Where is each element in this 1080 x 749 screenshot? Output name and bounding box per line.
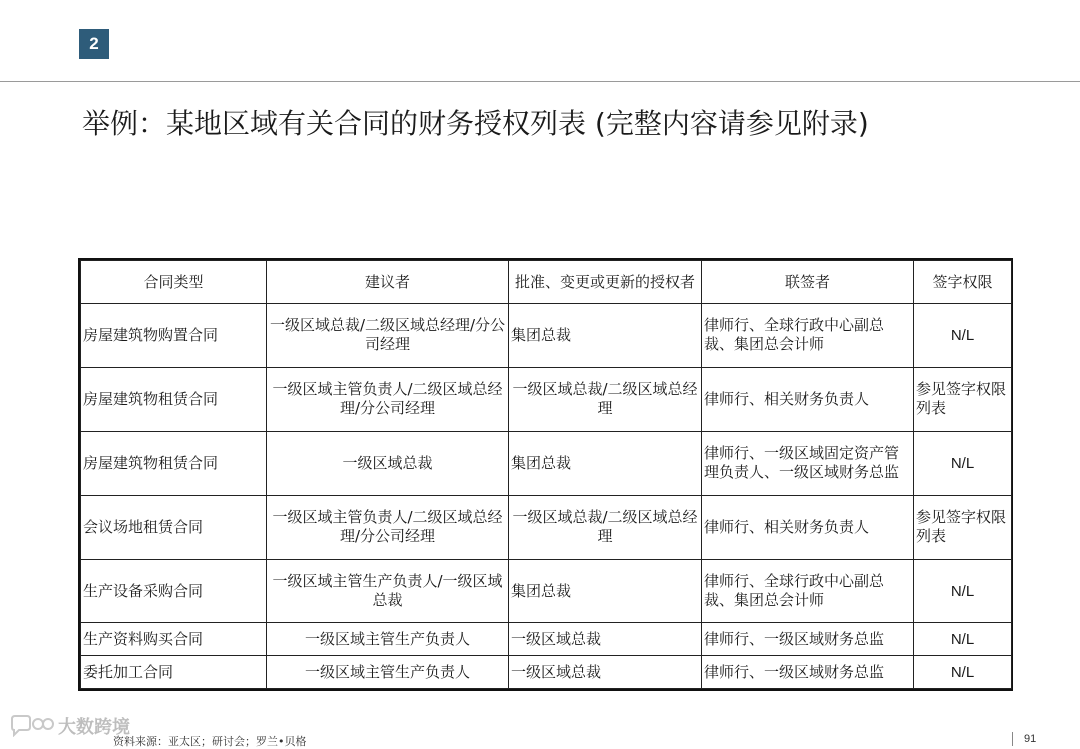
cell-cosigner: 律师行、全球行政中心副总裁、集团总会计师 — [702, 304, 914, 368]
section-number-badge: 2 — [79, 29, 109, 59]
table-row — [81, 559, 1012, 623]
table-row — [81, 304, 1012, 368]
cell-cosigner: 律师行、全球行政中心副总裁、集团总会计师 — [702, 559, 914, 623]
table-header-row — [81, 261, 1012, 304]
cell-approver: 一级区域总裁 — [509, 623, 702, 656]
watermark-text: 大数跨境 — [58, 717, 130, 738]
table-row — [81, 367, 1012, 431]
authorization-table — [80, 260, 1012, 689]
table-row — [81, 656, 1012, 689]
cell-approver: 集团总裁 — [509, 304, 702, 368]
header-contract-type: 合同类型 — [81, 261, 267, 304]
footer-divider — [1012, 732, 1013, 746]
cell-approver: 一级区域总裁/二级区域总经理 — [509, 495, 702, 559]
cell-signing-authority: N/L — [914, 431, 1012, 495]
header-signing-authority: 签字权限 — [914, 261, 1012, 304]
cell-proposer: 一级区域主管生产负责人 — [267, 656, 509, 689]
cell-contract-type: 委托加工合同 — [81, 656, 267, 689]
header-proposer: 建议者 — [267, 261, 509, 304]
cell-approver: 集团总裁 — [509, 559, 702, 623]
cell-signing-authority: 参见签字权限列表 — [914, 495, 1012, 559]
cell-proposer: 一级区域主管负责人/二级区域总经理/分公司经理 — [267, 495, 509, 559]
cell-signing-authority: 参见签字权限列表 — [914, 367, 1012, 431]
cell-approver: 一级区域总裁 — [509, 656, 702, 689]
cell-contract-type: 房屋建筑物租赁合同 — [81, 367, 267, 431]
cell-contract-type: 会议场地租赁合同 — [81, 495, 267, 559]
cell-signing-authority: N/L — [914, 623, 1012, 656]
table-row — [81, 431, 1012, 495]
cell-cosigner: 律师行、一级区域固定资产管理负责人、一级区域财务总监 — [702, 431, 914, 495]
table-row — [81, 623, 1012, 656]
table-row — [81, 495, 1012, 559]
cell-cosigner: 律师行、相关财务负责人 — [702, 367, 914, 431]
cell-contract-type: 房屋建筑物租赁合同 — [81, 431, 267, 495]
cell-signing-authority: N/L — [914, 656, 1012, 689]
header-cosigner: 联签者 — [702, 261, 914, 304]
cell-approver: 集团总裁 — [509, 431, 702, 495]
header-approver: 批准、变更或更新的授权者 — [509, 261, 702, 304]
cell-cosigner: 律师行、一级区域财务总监 — [702, 623, 914, 656]
cell-proposer: 一级区域总裁 — [267, 431, 509, 495]
header-divider — [0, 81, 1080, 82]
cell-contract-type: 房屋建筑物购置合同 — [81, 304, 267, 368]
chat-bubble-logo-icon — [8, 715, 54, 737]
authorization-table-container — [78, 258, 1013, 691]
page-title: 举例：某地区域有关合同的财务授权列表 (完整内容请参见附录) — [82, 107, 869, 140]
cell-proposer: 一级区域总裁/二级区域总经理/分公司经理 — [267, 304, 509, 368]
cell-proposer: 一级区域主管生产负责人 — [267, 623, 509, 656]
cell-cosigner: 律师行、相关财务负责人 — [702, 495, 914, 559]
cell-approver: 一级区域总裁/二级区域总经理 — [509, 367, 702, 431]
cell-signing-authority: N/L — [914, 559, 1012, 623]
cell-contract-type: 生产设备采购合同 — [81, 559, 267, 623]
cell-signing-authority: N/L — [914, 304, 1012, 368]
cell-cosigner: 律师行、一级区域财务总监 — [702, 656, 914, 689]
cell-contract-type: 生产资料购买合同 — [81, 623, 267, 656]
cell-proposer: 一级区域主管生产负责人/一级区域总裁 — [267, 559, 509, 623]
cell-proposer: 一级区域主管负责人/二级区域总经理/分公司经理 — [267, 367, 509, 431]
page-number: 91 — [1024, 733, 1037, 745]
footer-source: 资料来源：亚太区；研讨会；罗兰•贝格 — [113, 735, 307, 748]
